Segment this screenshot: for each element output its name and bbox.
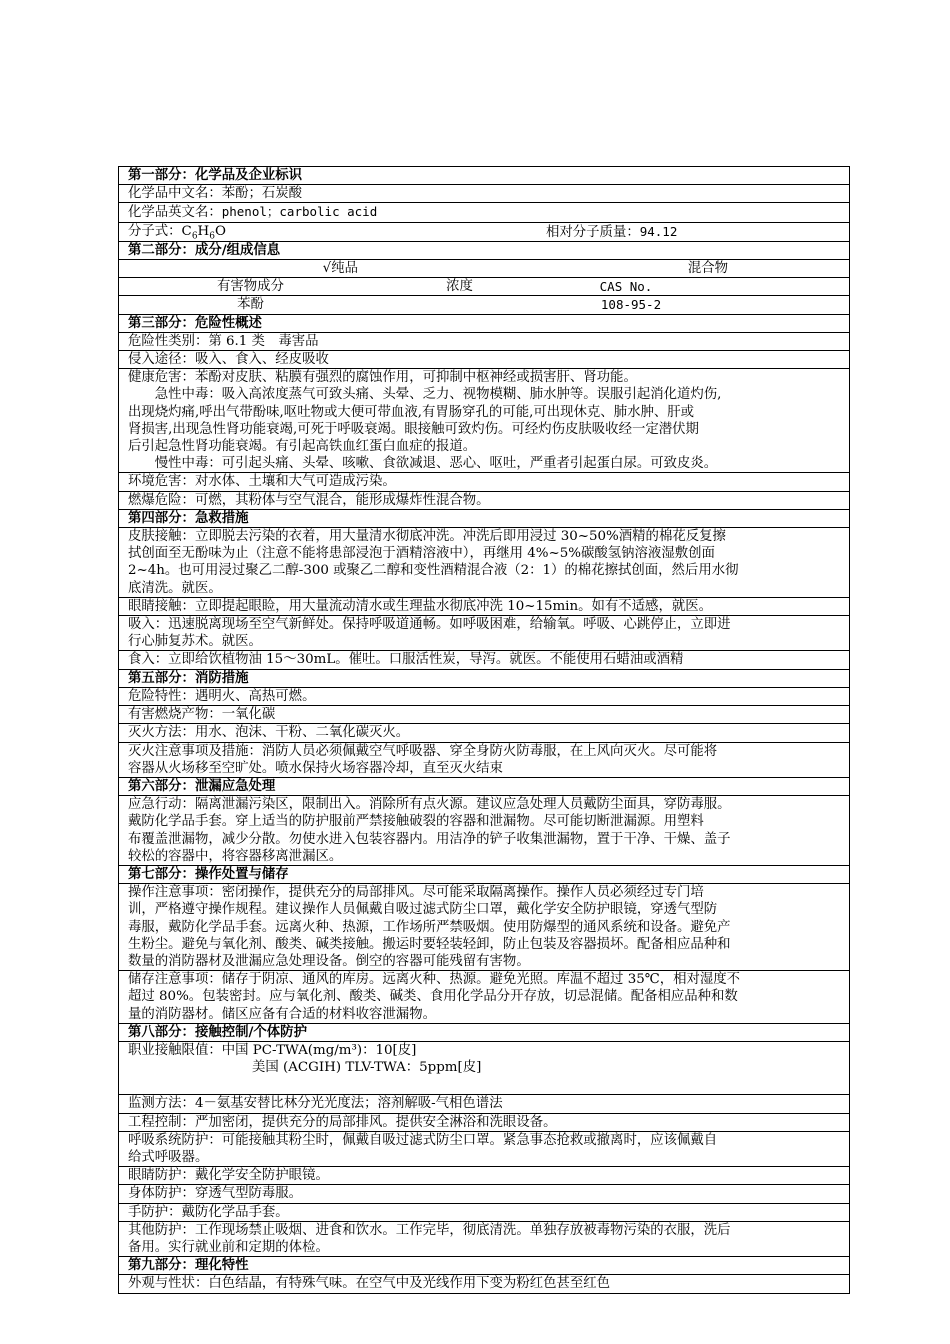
section-5-title: 第五部分：消防措施 <box>119 669 849 687</box>
section-7-title: 第七部分：操作处置与储存 <box>119 865 849 883</box>
mixture-label: 混合物 <box>687 261 728 277</box>
hand-protection: 手防护：戴防化学品手套。 <box>119 1203 849 1221</box>
eye-contact: 眼睛接触：立即提起眼睑，用大量流动清水或生理盐水彻底冲洗 10~15min。如有不适感，就医。 <box>119 597 849 615</box>
section-8-title: 第八部分：接触控制/个体防护 <box>119 1023 849 1041</box>
eye-protection: 眼睛防护：戴化学安全防护眼镜。 <box>119 1166 849 1184</box>
exposure-limits: 职业接触限值：中国 PC-TWA(mg/m³)：10[皮] 美国 (ACGIH) TLV-TWA：5ppm[皮] <box>119 1041 849 1094</box>
section-6-title: 第六部分：泄漏应急处理 <box>119 777 849 795</box>
ingestion: 食入：立即给饮植物油 15～30mL。催吐。口服活性炭，导泻。就医。不能使用石蜡油或酒精 <box>119 650 849 668</box>
respiratory-protection: 呼吸系统防护：可能接触其粉尘时，佩戴自吸过滤式防尘口罩。紧急事态抢救或撤离时，应该佩戴自 给式呼吸器。 <box>119 1131 849 1166</box>
component-header <box>119 277 849 295</box>
fire-hazard-property: 危险特性：遇明火、高热可燃。 <box>119 687 849 705</box>
molecular-weight: 相对分子质量：94.12 <box>546 223 678 240</box>
fire-explosion-hazard: 燃爆危险：可燃，其粉体与空气混合，能形成爆炸性混合物。 <box>119 491 849 509</box>
section-1-title: 第一部分：化学品及企业标识 <box>128 167 303 183</box>
english-name-label: 化学品英文名： <box>128 205 222 221</box>
firefighting-notes: 灭火注意事项及措施：消防人员必须佩戴空气呼吸器、穿全身防火防毒服，在上风向灭火。尽可能将 容器从火场移至空旷处。喷水保持火场容器冷却，直至灭火结束 <box>119 742 849 777</box>
component-row <box>119 295 849 313</box>
extinguishing-method: 灭火方法：用水、泡沫、干粉、二氧化碳灭火。 <box>119 723 849 741</box>
section-3-title: 第三部分：危险性概述 <box>119 314 849 332</box>
english-name-value: phenol；carbolic acid <box>221 204 378 220</box>
col-component: 有害物成分 <box>217 279 284 295</box>
molecular-formula: 分子式：$C_6H_6O$ <box>128 223 226 242</box>
combustion-products: 有害燃烧产物：一氧化碳 <box>119 705 849 723</box>
purity-row <box>119 259 849 277</box>
hazard-category: 危险性类别：第 6.1 类 毒害品 <box>119 332 849 350</box>
emergency-action: 应急行动：隔离泄漏污染区，限制出入。消除所有点火源。建议应急处理人员戴防尘面具，穿防毒服。 戴防化学品手套。穿上适当的防护服前严禁接触破裂的容器和泄漏物。尽可能切断泄漏源。用塑料 布覆盖泄漏物，减少分散。勿使水进入包装容器内。用洁净的铲子收集泄漏物，置于干净、干燥、盖子 较松的容器中，将容器移离泄漏区。 <box>119 795 849 865</box>
skin-contact: 皮肤接触：立即脱去污染的衣着，用大量清水彻底冲洗。冲洗后即用浸过 30~50%酒精的棉花反复擦 拭创面至无酚味为止（注意不能将患部浸泡于酒精溶液中），再继用 4%~5%碳酸氢钠溶液湿敷创面 2~4h。也可用浸过聚乙二醇-300 或聚乙二醇和变性酒精混合液（2：1）的棉花擦拭创面，然后用水彻 底清洗。就医。 <box>119 527 849 597</box>
section-4-title: 第四部分：急救措施 <box>119 509 849 527</box>
col-concentration: 浓度 <box>446 279 473 295</box>
section-9-title: 第九部分：理化特性 <box>119 1256 849 1274</box>
section-2-title: 第二部分：成分/组成信息 <box>119 241 849 259</box>
environment-hazard: 环境危害：对水体、土壤和大气可造成污染。 <box>119 472 849 490</box>
formula-row <box>119 222 849 241</box>
health-hazard: 健康危害：苯酚对皮肤、粘膜有强烈的腐蚀作用，可抑制中枢神经或损害肝、肾功能。 急性中毒：吸入高浓度蒸气可致头痛、头晕、乏力、视物模糊、肺水肿等。误服引起消化道灼伤, 出现烧灼痛,呼出气带酚味,呕吐物或大便可带血液,有胃肠穿孔的可能,可出现休克、肺水肿、肝或 肾损害,出现急性肾功能衰竭,可死于呼吸衰竭。眼接触可致灼伤。可经灼伤皮肤吸收经一定潜伏期 后引起急性肾功能衰竭。有引起高铁血红蛋白血症的报道。 慢性中毒：可引起头痛、头晕、咳嗽、食欲减退、恶心、呕吐，严重者引起蛋白尿。可致皮炎。 <box>119 368 849 472</box>
appearance: 外观与性状：白色结晶，有特殊气味。在空气中及光线作用下变为粉红色甚至红色 <box>119 1274 849 1292</box>
engineering-control: 工程控制：严加密闭，提供充分的局部排风。提供安全淋浴和洗眼设备。 <box>119 1113 849 1131</box>
inhalation: 吸入：迅速脱离现场至空气新鲜处。保持呼吸道通畅。如呼吸困难，给输氧。呼吸、心跳停止，立即进 行心肺复苏术。就医。 <box>119 615 849 650</box>
handling-notes: 操作注意事项：密闭操作，提供充分的局部排风。尽可能采取隔离操作。操作人员必须经过专门培 训，严格遵守操作规程。建议操作人员佩戴自吸过滤式防尘口罩，戴化学安全防护眼镜，穿透气型防 毒服，戴防化学品手套。远离火种、热源，工作场所严禁吸烟。使用防爆型的通风系统和设备。避免产 生粉尘。避免与氧化剂、酸类、碱类接触。搬运时要轻装轻卸，防止包装及容器损坏。配备相应品种和 数量的消防器材及泄漏应急处理设备。倒空的容器可能残留有害物。 <box>119 883 849 970</box>
col-cas: CAS No. <box>599 279 653 295</box>
cas-number: 108-95-2 <box>600 297 662 313</box>
storage-notes: 储存注意事项：储存于阴凉、通风的库房。远离火种、热源。避免光照。库温不超过 35℃，相对湿度不 超过 80%。包装密封。应与氧化剂、酸类、碱类、食用化学品分开存放，切忌混储。配备相应品种和数 量的消防器材。储区应备有合适的材料收容泄漏物。 <box>119 970 849 1023</box>
other-protection: 其他防护：工作现场禁止吸烟、进食和饮水。工作完毕，彻底清洗。单独存放被毒物污染的衣服，洗后 备用。实行就业前和定期的体检。 <box>119 1221 849 1256</box>
body-protection: 身体防护：穿透气型防毒服。 <box>119 1184 849 1202</box>
english-name <box>119 202 849 221</box>
component-name: 苯酚 <box>237 297 264 313</box>
chinese-name: 化学品中文名：苯酚；石炭酸 <box>119 184 849 202</box>
msds-table <box>118 166 850 1294</box>
monitoring-method: 监测方法：4－氨基安替比林分光光度法；溶剂解吸-气相色谱法 <box>119 1094 849 1112</box>
pure-checkbox-label: √纯品 <box>322 261 358 277</box>
entry-route: 侵入途径：吸入、食入、经皮吸收 <box>119 350 849 368</box>
